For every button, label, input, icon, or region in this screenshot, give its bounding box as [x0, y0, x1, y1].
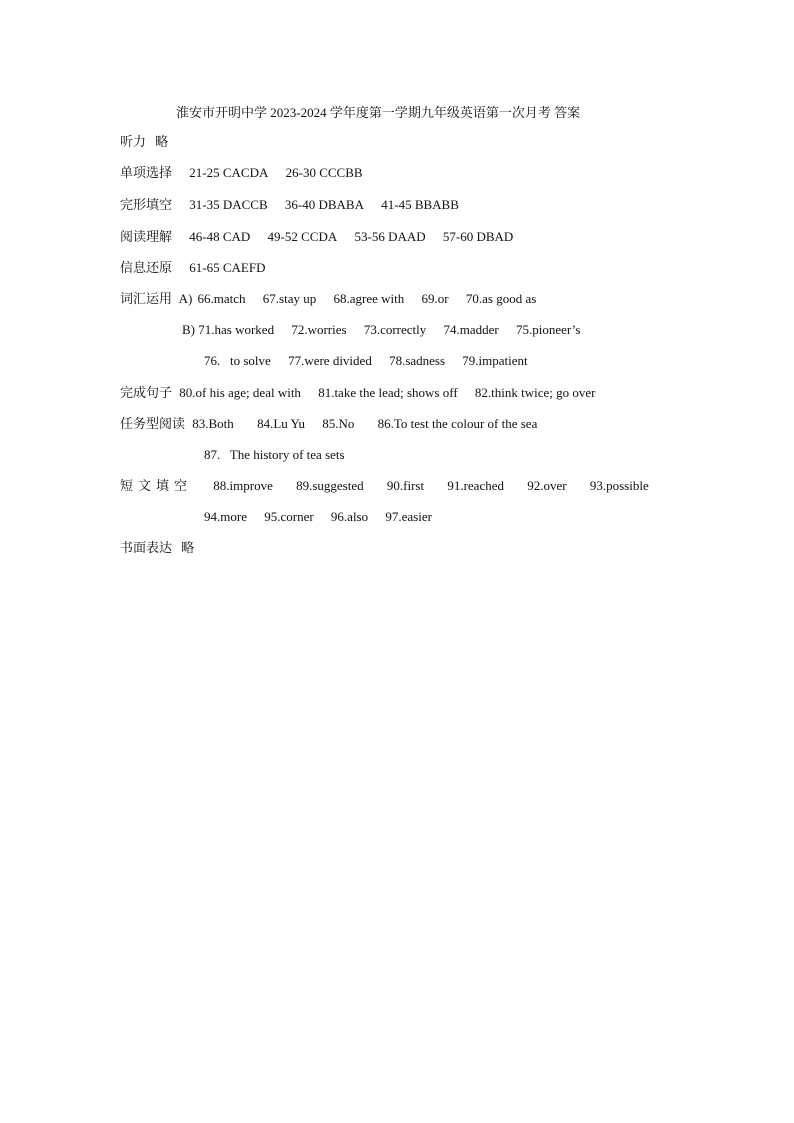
cloze-answer: 31-35 DACCB [189, 197, 268, 212]
short-fill-row-2 [204, 507, 446, 527]
vocab-answer: 68.agree with [333, 291, 405, 306]
vocab-label: 词汇运用 [120, 291, 173, 306]
task-reading-row-2 [204, 445, 345, 465]
vocab-part-a-prefix: A) [178, 291, 193, 306]
cloze-answer: 41-45 BBABB [381, 197, 459, 212]
page-title: 淮安市开明中学 2023-2024 学年度第一学期九年级英语第一次月考 答案 [176, 105, 581, 120]
task-reading-answer: 87. The history of tea sets [204, 447, 345, 462]
short-fill-answer: 89.suggested [296, 478, 364, 493]
vocab-answer: 73.correctly [363, 322, 427, 337]
single-choice-label: 单项选择 [120, 165, 173, 180]
reading-label: 阅读理解 [120, 229, 173, 244]
vocab-answer: 66.match [197, 291, 246, 306]
short-fill-answer: 93.possible [589, 478, 649, 493]
writing-row [120, 538, 194, 558]
vocab-answer: 79.impatient [462, 353, 528, 368]
vocab-row-b [182, 320, 594, 340]
vocab-answer: 70.as good as [465, 291, 537, 306]
reading-row [120, 227, 527, 247]
listening-row [120, 132, 168, 152]
cloze-label: 完形填空 [120, 197, 173, 212]
single-choice-row [120, 163, 377, 183]
short-fill-answer: 95.corner [264, 509, 314, 524]
complete-sentences-answer: 80.of his age; deal with [179, 385, 301, 400]
vocab-answer: 77.were divided [288, 353, 372, 368]
vocab-row-b2 [204, 351, 542, 371]
short-fill-answer: 94.more [204, 509, 247, 524]
short-fill-answer: 88.improve [213, 478, 273, 493]
complete-sentences-answer: 81.take the lead; shows off [318, 385, 458, 400]
writing-label: 书面表达 [120, 540, 173, 555]
vocab-answer: 69.or [421, 291, 449, 306]
short-fill-row [120, 476, 649, 496]
complete-sentences-answer: 82.think twice; go over [474, 385, 596, 400]
task-reading-answer: 84.Lu Yu [257, 416, 305, 431]
cloze-row [120, 195, 473, 215]
vocab-answer: 67.stay up [262, 291, 317, 306]
task-reading-row [120, 414, 551, 434]
info-restore-label: 信息还原 [120, 260, 173, 275]
info-restore-row [120, 258, 279, 278]
complete-sentences-label: 完成句子 [120, 385, 173, 400]
reading-answer: 46-48 CAD [189, 229, 251, 244]
vocab-answer: 71.has worked [198, 322, 275, 337]
short-fill-answer: 92.over [527, 478, 567, 493]
single-choice-answer: 26-30 CCCBB [285, 165, 363, 180]
writing-value: 略 [181, 540, 195, 555]
reading-answer: 57-60 DBAD [442, 229, 514, 244]
cloze-answer: 36-40 DBABA [284, 197, 364, 212]
vocab-answer: 72.worries [291, 322, 347, 337]
short-fill-answer: 90.first [386, 478, 425, 493]
listening-label: 听力 [120, 134, 147, 149]
vocab-answer: 75.pioneer’s [516, 322, 581, 337]
task-reading-label: 任务型阅读 [120, 416, 186, 431]
task-reading-answer: 83.Both [192, 416, 234, 431]
vocab-row-a [120, 289, 550, 309]
single-choice-answer: 21-25 CACDA [189, 165, 269, 180]
vocab-answer: 78.sadness [389, 353, 446, 368]
task-reading-answer: 85.No [322, 416, 355, 431]
task-reading-answer: 86.To test the colour of the sea [377, 416, 538, 431]
reading-answer: 53-56 DAAD [354, 229, 426, 244]
short-fill-label: 短文填空 [120, 478, 193, 493]
vocab-answer: 76. to solve [204, 353, 271, 368]
reading-answer: 49-52 CCDA [267, 229, 338, 244]
short-fill-answer: 97.easier [385, 509, 432, 524]
complete-sentences-row [120, 383, 610, 403]
vocab-part-b-prefix: B) [182, 322, 195, 337]
short-fill-answer: 91.reached [447, 478, 504, 493]
listening-value: 略 [155, 134, 169, 149]
vocab-answer: 74.madder [443, 322, 499, 337]
short-fill-answer: 96.also [330, 509, 369, 524]
info-restore-answer: 61-65 CAEFD [189, 260, 266, 275]
